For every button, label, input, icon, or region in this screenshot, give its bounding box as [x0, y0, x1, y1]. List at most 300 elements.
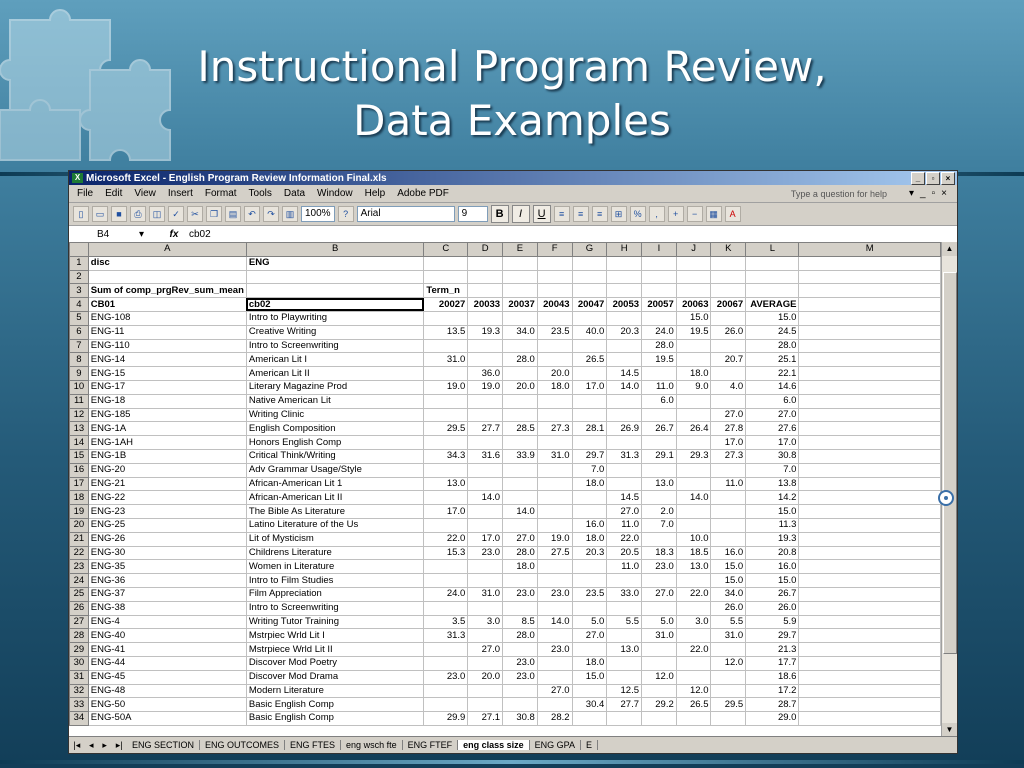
- column-header[interactable]: C: [424, 243, 468, 257]
- table-cell[interactable]: 22.0: [676, 643, 711, 657]
- table-cell[interactable]: 23.0: [503, 587, 538, 601]
- table-cell[interactable]: [503, 463, 538, 477]
- table-cell[interactable]: 26.7: [642, 422, 677, 436]
- name-box[interactable]: B4: [97, 228, 110, 240]
- table-cell[interactable]: 15.0: [676, 311, 711, 325]
- table-cell[interactable]: 18.0: [572, 656, 607, 670]
- table-cell[interactable]: 14.0: [468, 491, 503, 505]
- table-cell[interactable]: 18.6: [746, 670, 799, 684]
- scroll-thumb[interactable]: [943, 272, 957, 654]
- table-cell[interactable]: [572, 601, 607, 615]
- table-cell[interactable]: Childrens Literature: [246, 546, 423, 560]
- table-cell[interactable]: 27.7: [607, 698, 642, 712]
- table-cell[interactable]: 40.0: [572, 325, 607, 339]
- table-cell[interactable]: [607, 353, 642, 367]
- table-cell[interactable]: [642, 684, 677, 698]
- column-header[interactable]: A: [88, 243, 246, 257]
- table-cell[interactable]: [676, 256, 711, 270]
- table-cell[interactable]: 26.4: [676, 422, 711, 436]
- row-header[interactable]: 4: [70, 298, 89, 312]
- table-cell[interactable]: 27.0: [572, 629, 607, 643]
- table-cell[interactable]: [468, 436, 503, 450]
- table-cell[interactable]: Term_n: [424, 284, 468, 298]
- table-cell[interactable]: 26.0: [746, 601, 799, 615]
- table-cell[interactable]: [572, 436, 607, 450]
- row-header[interactable]: 17: [70, 477, 89, 491]
- table-cell[interactable]: [607, 670, 642, 684]
- table-cell[interactable]: 34.0: [503, 325, 538, 339]
- bold-button[interactable]: B: [491, 205, 509, 223]
- last-tab-icon[interactable]: ▸|: [115, 739, 123, 750]
- table-cell[interactable]: 30.8: [746, 449, 799, 463]
- table-cell[interactable]: [424, 698, 468, 712]
- table-cell[interactable]: 20.5: [607, 546, 642, 560]
- table-cell[interactable]: [468, 684, 503, 698]
- table-cell[interactable]: 13.0: [424, 477, 468, 491]
- table-cell[interactable]: [711, 394, 746, 408]
- table-cell[interactable]: 5.5: [711, 615, 746, 629]
- table-cell[interactable]: 16.0: [572, 518, 607, 532]
- table-cell[interactable]: [799, 505, 941, 519]
- table-cell[interactable]: [711, 270, 746, 284]
- table-cell[interactable]: [607, 256, 642, 270]
- sheet-tab[interactable]: ENG OUTCOMES: [200, 740, 285, 750]
- table-cell[interactable]: 17.2: [746, 684, 799, 698]
- table-cell[interactable]: 27.0: [746, 408, 799, 422]
- table-cell[interactable]: Intro to Screenwriting: [246, 601, 423, 615]
- table-cell[interactable]: [676, 353, 711, 367]
- column-header[interactable]: K: [711, 243, 746, 257]
- table-cell[interactable]: [746, 284, 799, 298]
- table-cell[interactable]: [468, 394, 503, 408]
- table-cell[interactable]: [468, 518, 503, 532]
- table-cell[interactable]: [607, 270, 642, 284]
- table-cell[interactable]: 27.0: [468, 643, 503, 657]
- column-header[interactable]: G: [572, 243, 607, 257]
- table-cell[interactable]: 23.5: [572, 587, 607, 601]
- copy-icon[interactable]: ❐: [206, 206, 222, 222]
- table-cell[interactable]: [799, 670, 941, 684]
- table-cell[interactable]: [424, 684, 468, 698]
- percent-icon[interactable]: %: [630, 206, 646, 222]
- table-cell[interactable]: [711, 256, 746, 270]
- prev-tab-icon[interactable]: ◂: [89, 739, 94, 750]
- table-cell[interactable]: [572, 394, 607, 408]
- table-cell[interactable]: Creative Writing: [246, 325, 423, 339]
- table-cell[interactable]: [468, 284, 503, 298]
- table-cell[interactable]: [503, 367, 538, 381]
- menu-edit[interactable]: Edit: [105, 188, 123, 199]
- table-cell[interactable]: [503, 491, 538, 505]
- table-cell[interactable]: Discover Mod Poetry: [246, 656, 423, 670]
- table-cell[interactable]: [503, 518, 538, 532]
- table-cell[interactable]: 17.0: [572, 380, 607, 394]
- row-header[interactable]: 32: [70, 684, 89, 698]
- menu-format[interactable]: Format: [204, 188, 237, 199]
- row-header[interactable]: 26: [70, 601, 89, 615]
- table-cell[interactable]: [607, 311, 642, 325]
- table-cell[interactable]: [799, 270, 941, 284]
- table-cell[interactable]: [424, 436, 468, 450]
- table-cell[interactable]: [424, 311, 468, 325]
- table-cell[interactable]: [711, 712, 746, 726]
- table-cell[interactable]: [711, 284, 746, 298]
- table-cell[interactable]: [642, 408, 677, 422]
- table-cell[interactable]: [799, 587, 941, 601]
- table-cell[interactable]: 19.0: [537, 532, 572, 546]
- table-cell[interactable]: [711, 684, 746, 698]
- table-cell[interactable]: 20.7: [711, 353, 746, 367]
- table-cell[interactable]: [799, 380, 941, 394]
- table-cell[interactable]: [537, 698, 572, 712]
- table-cell[interactable]: 27.0: [642, 587, 677, 601]
- table-cell[interactable]: [572, 574, 607, 588]
- table-cell[interactable]: [711, 518, 746, 532]
- table-cell[interactable]: Discover Mod Drama: [246, 670, 423, 684]
- table-cell[interactable]: ENG-11: [88, 325, 246, 339]
- table-cell[interactable]: [572, 505, 607, 519]
- row-header[interactable]: 12: [70, 408, 89, 422]
- table-cell[interactable]: ENG-50A: [88, 712, 246, 726]
- table-cell[interactable]: 29.3: [676, 449, 711, 463]
- table-cell[interactable]: 23.0: [424, 670, 468, 684]
- table-cell[interactable]: 24.0: [642, 325, 677, 339]
- menu-help[interactable]: Help: [364, 188, 386, 199]
- table-cell[interactable]: [503, 339, 538, 353]
- table-cell[interactable]: 14.6: [746, 380, 799, 394]
- table-cell[interactable]: African-American Lit 1: [246, 477, 423, 491]
- sheet-tab[interactable]: ENG GPA: [530, 740, 581, 750]
- table-cell[interactable]: ENG-30: [88, 546, 246, 560]
- table-cell[interactable]: [799, 656, 941, 670]
- table-cell[interactable]: 31.3: [607, 449, 642, 463]
- table-cell[interactable]: [572, 367, 607, 381]
- row-header[interactable]: 24: [70, 574, 89, 588]
- table-cell[interactable]: 29.0: [746, 712, 799, 726]
- table-cell[interactable]: African-American Lit II: [246, 491, 423, 505]
- table-cell[interactable]: 26.5: [676, 698, 711, 712]
- table-cell[interactable]: 27.6: [746, 422, 799, 436]
- table-cell[interactable]: 5.0: [642, 615, 677, 629]
- table-cell[interactable]: Basic English Comp: [246, 712, 423, 726]
- table-cell[interactable]: 20.3: [607, 325, 642, 339]
- decrease-decimal-icon[interactable]: −: [687, 206, 703, 222]
- table-cell[interactable]: 20047: [572, 298, 607, 312]
- table-cell[interactable]: [711, 532, 746, 546]
- row-header[interactable]: 9: [70, 367, 89, 381]
- column-header[interactable]: B: [246, 243, 423, 257]
- table-cell[interactable]: [799, 339, 941, 353]
- table-cell[interactable]: 3.0: [676, 615, 711, 629]
- table-cell[interactable]: 26.5: [572, 353, 607, 367]
- table-cell[interactable]: [799, 325, 941, 339]
- table-cell[interactable]: 27.7: [468, 422, 503, 436]
- next-tab-icon[interactable]: ▸: [102, 739, 107, 750]
- restore-button[interactable]: ▫: [926, 172, 940, 185]
- table-cell[interactable]: [424, 367, 468, 381]
- table-cell[interactable]: [468, 629, 503, 643]
- table-cell[interactable]: 3.5: [424, 615, 468, 629]
- table-cell[interactable]: ENG-1AH: [88, 436, 246, 450]
- table-cell[interactable]: ENG-185: [88, 408, 246, 422]
- table-cell[interactable]: 28.7: [746, 698, 799, 712]
- table-cell[interactable]: [572, 560, 607, 574]
- table-cell[interactable]: 19.0: [468, 380, 503, 394]
- table-cell[interactable]: [799, 408, 941, 422]
- table-cell[interactable]: [676, 629, 711, 643]
- table-cell[interactable]: [642, 656, 677, 670]
- table-cell[interactable]: ENG-21: [88, 477, 246, 491]
- table-cell[interactable]: [799, 394, 941, 408]
- table-cell[interactable]: 11.0: [642, 380, 677, 394]
- table-cell[interactable]: 23.0: [468, 546, 503, 560]
- table-cell[interactable]: [424, 491, 468, 505]
- table-cell[interactable]: [799, 353, 941, 367]
- font-size-select[interactable]: 9: [458, 206, 488, 222]
- table-cell[interactable]: 23.0: [537, 643, 572, 657]
- table-cell[interactable]: ENG-50: [88, 698, 246, 712]
- table-cell[interactable]: [468, 574, 503, 588]
- table-cell[interactable]: 17.0: [711, 436, 746, 450]
- table-cell[interactable]: ENG-45: [88, 670, 246, 684]
- table-cell[interactable]: 27.3: [537, 422, 572, 436]
- table-cell[interactable]: [503, 698, 538, 712]
- table-cell[interactable]: 27.5: [537, 546, 572, 560]
- menu-insert[interactable]: Insert: [167, 188, 193, 199]
- table-cell[interactable]: [503, 284, 538, 298]
- table-cell[interactable]: [642, 601, 677, 615]
- table-cell[interactable]: 27.0: [711, 408, 746, 422]
- first-tab-icon[interactable]: |◂: [73, 739, 81, 750]
- row-header[interactable]: 31: [70, 670, 89, 684]
- table-cell[interactable]: 15.0: [746, 505, 799, 519]
- table-cell[interactable]: [537, 408, 572, 422]
- table-cell[interactable]: [246, 284, 423, 298]
- table-cell[interactable]: [799, 643, 941, 657]
- table-cell[interactable]: 29.7: [746, 629, 799, 643]
- table-cell[interactable]: [572, 270, 607, 284]
- table-cell[interactable]: 33.9: [503, 449, 538, 463]
- table-cell[interactable]: ENG-108: [88, 311, 246, 325]
- table-cell[interactable]: 31.0: [642, 629, 677, 643]
- table-cell[interactable]: 14.0: [537, 615, 572, 629]
- table-cell[interactable]: [711, 339, 746, 353]
- table-cell[interactable]: [676, 505, 711, 519]
- table-cell[interactable]: ENG-110: [88, 339, 246, 353]
- table-cell[interactable]: 31.0: [468, 587, 503, 601]
- table-cell[interactable]: [607, 712, 642, 726]
- table-cell[interactable]: 16.0: [746, 560, 799, 574]
- table-cell[interactable]: ENG-15: [88, 367, 246, 381]
- table-cell[interactable]: 14.2: [746, 491, 799, 505]
- table-cell[interactable]: 29.7: [572, 449, 607, 463]
- table-cell[interactable]: 14.0: [503, 505, 538, 519]
- table-cell[interactable]: 4.0: [711, 380, 746, 394]
- table-cell[interactable]: Women in Literature: [246, 560, 423, 574]
- row-header[interactable]: 3: [70, 284, 89, 298]
- table-cell[interactable]: [537, 436, 572, 450]
- table-cell[interactable]: Sum of comp_prgRev_sum_mean: [88, 284, 246, 298]
- table-cell[interactable]: [537, 629, 572, 643]
- table-cell[interactable]: [799, 422, 941, 436]
- column-header[interactable]: J: [676, 243, 711, 257]
- table-cell[interactable]: [711, 505, 746, 519]
- table-cell[interactable]: 34.0: [711, 587, 746, 601]
- table-cell[interactable]: [676, 284, 711, 298]
- table-cell[interactable]: 20067: [711, 298, 746, 312]
- table-cell[interactable]: [424, 463, 468, 477]
- table-cell[interactable]: 19.3: [468, 325, 503, 339]
- align-right-icon[interactable]: ≡: [592, 206, 608, 222]
- sheet-tab-active[interactable]: eng class size: [458, 740, 530, 750]
- table-cell[interactable]: ENG-1A: [88, 422, 246, 436]
- table-cell[interactable]: 7.0: [572, 463, 607, 477]
- table-cell[interactable]: [607, 339, 642, 353]
- table-cell[interactable]: 18.0: [572, 477, 607, 491]
- table-cell[interactable]: [642, 436, 677, 450]
- table-cell[interactable]: 28.0: [503, 629, 538, 643]
- row-header[interactable]: 21: [70, 532, 89, 546]
- italic-button[interactable]: I: [512, 205, 530, 223]
- table-cell[interactable]: 36.0: [468, 367, 503, 381]
- table-cell[interactable]: ENG-40: [88, 629, 246, 643]
- row-header[interactable]: 19: [70, 505, 89, 519]
- table-cell[interactable]: 26.7: [746, 587, 799, 601]
- menu-tools[interactable]: Tools: [248, 188, 272, 199]
- table-cell[interactable]: ENG-1B: [88, 449, 246, 463]
- table-cell[interactable]: 12.5: [607, 684, 642, 698]
- table-cell[interactable]: [468, 270, 503, 284]
- table-cell[interactable]: [607, 629, 642, 643]
- table-cell[interactable]: 17.0: [746, 436, 799, 450]
- table-cell[interactable]: [676, 601, 711, 615]
- table-cell[interactable]: 27.0: [503, 532, 538, 546]
- table-cell[interactable]: [676, 712, 711, 726]
- table-cell[interactable]: [799, 546, 941, 560]
- row-header[interactable]: 13: [70, 422, 89, 436]
- table-cell[interactable]: [799, 532, 941, 546]
- table-cell[interactable]: Honors English Comp: [246, 436, 423, 450]
- table-cell[interactable]: 14.0: [676, 491, 711, 505]
- table-cell[interactable]: 26.0: [711, 325, 746, 339]
- table-cell[interactable]: [799, 712, 941, 726]
- table-cell[interactable]: [468, 560, 503, 574]
- sheet-tab[interactable]: ENG SECTION: [127, 740, 200, 750]
- table-cell[interactable]: [607, 601, 642, 615]
- table-cell[interactable]: [746, 270, 799, 284]
- chart-icon[interactable]: ▥: [282, 206, 298, 222]
- row-header[interactable]: 23: [70, 560, 89, 574]
- menu-file[interactable]: File: [77, 188, 94, 199]
- table-cell[interactable]: 18.5: [676, 546, 711, 560]
- column-header[interactable]: F: [537, 243, 572, 257]
- table-cell[interactable]: 15.3: [424, 546, 468, 560]
- table-cell[interactable]: 3.0: [468, 615, 503, 629]
- scroll-down-icon[interactable]: ▼: [942, 723, 957, 737]
- table-cell[interactable]: [537, 477, 572, 491]
- table-cell[interactable]: ENG-35: [88, 560, 246, 574]
- row-header[interactable]: 2: [70, 270, 89, 284]
- table-cell[interactable]: [424, 560, 468, 574]
- table-cell[interactable]: [607, 284, 642, 298]
- row-header[interactable]: 5: [70, 311, 89, 325]
- table-cell[interactable]: [572, 256, 607, 270]
- table-cell[interactable]: [572, 684, 607, 698]
- table-cell[interactable]: [88, 270, 246, 284]
- table-cell[interactable]: [537, 394, 572, 408]
- table-cell[interactable]: 20.8: [746, 546, 799, 560]
- table-cell[interactable]: 19.0: [424, 380, 468, 394]
- table-cell[interactable]: 5.9: [746, 615, 799, 629]
- new-icon[interactable]: ▯: [73, 206, 89, 222]
- table-cell[interactable]: 15.0: [746, 311, 799, 325]
- table-cell[interactable]: [537, 339, 572, 353]
- table-cell[interactable]: [607, 477, 642, 491]
- table-cell[interactable]: 24.0: [424, 587, 468, 601]
- table-cell[interactable]: ENG-22: [88, 491, 246, 505]
- table-cell[interactable]: [676, 436, 711, 450]
- row-header[interactable]: 29: [70, 643, 89, 657]
- document-window-controls[interactable]: ▾_▫×: [909, 188, 953, 199]
- table-cell[interactable]: 15.0: [711, 574, 746, 588]
- table-cell[interactable]: ENG-23: [88, 505, 246, 519]
- table-cell[interactable]: 27.3: [711, 449, 746, 463]
- table-cell[interactable]: [799, 311, 941, 325]
- table-cell[interactable]: ENG-48: [88, 684, 246, 698]
- table-cell[interactable]: [676, 477, 711, 491]
- table-cell[interactable]: 20053: [607, 298, 642, 312]
- table-cell[interactable]: [676, 270, 711, 284]
- table-cell[interactable]: [572, 712, 607, 726]
- table-cell[interactable]: [799, 698, 941, 712]
- table-cell[interactable]: 22.0: [676, 587, 711, 601]
- table-cell[interactable]: 18.0: [572, 532, 607, 546]
- menu-window[interactable]: Window: [317, 188, 353, 199]
- table-cell[interactable]: [572, 491, 607, 505]
- table-cell[interactable]: 28.5: [503, 422, 538, 436]
- table-cell[interactable]: [799, 449, 941, 463]
- sheet-tab[interactable]: ENG FTES: [285, 740, 341, 750]
- table-cell[interactable]: ENG-20: [88, 463, 246, 477]
- table-cell[interactable]: 29.2: [642, 698, 677, 712]
- table-cell[interactable]: 2.0: [642, 505, 677, 519]
- table-cell[interactable]: [746, 256, 799, 270]
- table-cell[interactable]: 5.5: [607, 615, 642, 629]
- table-cell[interactable]: 31.3: [424, 629, 468, 643]
- table-cell[interactable]: [799, 601, 941, 615]
- table-cell[interactable]: [642, 574, 677, 588]
- table-cell[interactable]: 11.0: [607, 518, 642, 532]
- menu-adobe-pdf[interactable]: Adobe PDF: [397, 188, 449, 199]
- table-cell[interactable]: 18.3: [642, 546, 677, 560]
- table-cell[interactable]: Latino Literature of the Us: [246, 518, 423, 532]
- borders-icon[interactable]: ▦: [706, 206, 722, 222]
- table-cell[interactable]: [711, 367, 746, 381]
- row-header[interactable]: 30: [70, 656, 89, 670]
- table-cell[interactable]: [642, 270, 677, 284]
- table-cell[interactable]: ENG-38: [88, 601, 246, 615]
- table-cell[interactable]: Film Appreciation: [246, 587, 423, 601]
- table-cell[interactable]: [799, 256, 941, 270]
- table-cell[interactable]: 19.5: [676, 325, 711, 339]
- table-cell[interactable]: [468, 353, 503, 367]
- table-cell[interactable]: 31.0: [711, 629, 746, 643]
- table-cell[interactable]: [799, 615, 941, 629]
- table-cell[interactable]: Basic English Comp: [246, 698, 423, 712]
- table-cell[interactable]: 22.0: [607, 532, 642, 546]
- table-cell[interactable]: 13.0: [607, 643, 642, 657]
- table-cell[interactable]: 6.0: [746, 394, 799, 408]
